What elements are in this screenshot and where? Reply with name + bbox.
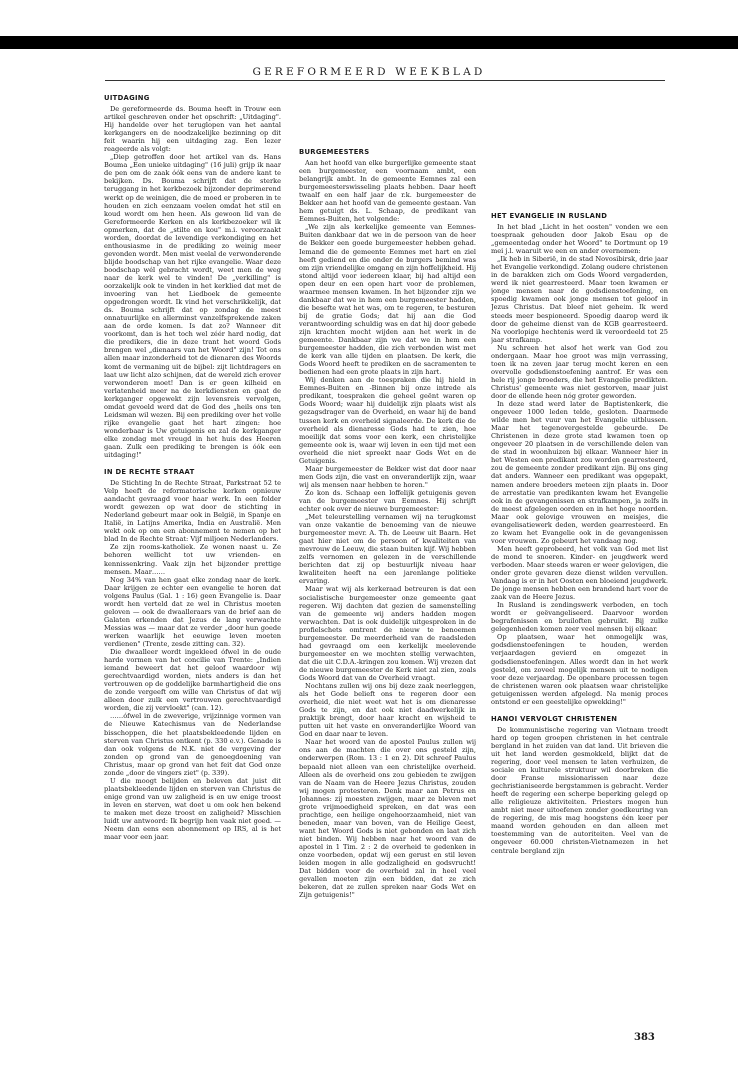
paragraph: „We zijn als kerkelijke gemeente van Eemnes-Buiten dankbaar dat we in de persoon van de heer de Bekker een goede burgemeester hebben gehad. Iemand die de gemeente Eemnes met hart en ziel heeft gediend en die onder de burgers bemind was om zijn vriendelijke omgang en zijn hoffelijkheid. Hij stond altijd voor iedereen klaar, bij had altijd een open deur en een open hart voor de problemen, waarmee mensen kwamen. In het bijzonder zijn we dankbaar dat we in hem een burgemeester hadden, die besefte wat het was, om te regeren, te besturen bij de gratie Gods; dat hij aan die God verantwoording schuldig was en dat hij door gebede zijn krachten mocht wijden aan het werk in de gemeente. Dankbaar zijn we dat we in hem een burgemeester hadden, die zich verbonden wist met de kerk van alle tijden en plaatsen. De kerk, die Gods Woord heeft te prediken en de sacramenten te bedienen had een grote plaats in zijn hart.	[299, 223, 476, 377]
paragraph: De kommunistische regering van Vietnam treedt hard op tegen groepen christenen in het centrale bergland in het zuiden van dat land. Uit brieven die uit het land werden gesmokkeld, blijkt dat de regering, door veel mensen te laten verhuizen, de sociale en kulturele struktuur wil doorbreken die door Franse missionarissen naar deze gechristianiseerde bergstammen is gebracht. Verder heeft de regering een scherpe beperking gelegd op alle religieuze aktiviteiten. Priesters mogen hun ambt niet meer uitoefenen zonder goedkeuring van de regering, de mis mag hoogstens één keer per maand worden gehouden en dan alleen met toestemming van de autoriteiten. Veel van de ongeveer 60.000 christen-Vietnamezen in het centrale bergland zijn	[491, 725, 668, 855]
heading-hanoi: HANOI VERVOLGT CHRISTENEN	[491, 714, 618, 723]
paragraph: ……ófwel in de zweverige, vrijzinnige vormen van de Nieuwe Katechismus van de Nederlandse bisschoppen, die het plaatsbekleedende lijden en sterven van Christus ontkent (p. 330 e.v.). Genade is dan ook volgens de N.K. niet de vergeving der zonden op grond van de genoegdoening van Christus, maar op grond van het feit dat God onze zonde „door de vingers ziet" (p. 339).	[104, 712, 281, 777]
paragraph: Naar het woord van de apostel Paulus zullen wij ons aan de machten die over ons gesteld zijn, onderwerpen (Rom. 13 : 1 en 2). Dit schreef Paulus bepaald niet alleen van een christelijke overheid. Alleen als de overheid ons zou gebieden te zwijgen van de Naam van de Heere Jezus Christus, zouden wij mogen protesteren. Denk maar aan Petrus en Johannes: zij moesten zwijgen, maar ze bleven met grote vrijmoedigheid spreken, en dat was een prachtige, een heilige ongehoorzaamheid, niet van beneden, maar van boven, van de Heilige Geest, want het Woord Gods is niet gebonden en laat zich niet binden. Wij hebben naar het woord van de apostel in 1 Tim. 2 : 2 de overheid te gedenken in onze voorbeden, opdat wij een gerust en stil leven leiden mogen in alle godzaligheid en godsvrucht! Dat bidden voor de overheid zal in heel veel gevallen moeten zijn een bidden, dat ze zich bekeren, dat ze zullen spreken naar Gods Wet en Zijn getuigenis!"	[299, 738, 476, 900]
paragraph: Ze zijn rooms-katholiek. Ze wonen naast u. Ze behoren wellicht tot uw vrienden- en kennissenkring. Vaak zijn het bijzonder prettige mensen. Maar……	[104, 543, 281, 576]
paragraph: Nochtans zullen wij ons bij deze zaak neerleggen, als het Gode belieft ons te regeren door een overheid, die niet weet wat het is om dienaresse Gods te zijn, en dat ook niet daadwerkelijk in praktijk brengt, door haar kracht en wijsheid te putten uit het vaste en onveranderlijke Woord van God en daar naar te leven.	[299, 682, 476, 739]
paragraph: De gereformeerde ds. Bouma heeft in Trouw een artikel geschreven onder het opschrift: „Uitdaging". Hij handelde over het teruglopen van het aantal kerkgangers en de noodzakelijke bezinning op dit feit waarin hij een uitdaging zag. Een lezer reageerde als volgt:	[104, 105, 281, 154]
paragraph: Nog 34% van hen gaat elke zondag naar de kerk. Daar krijgen ze echter een evangelie te horen dat volgens Paulus (Gal. 1 : 16) geen Evangelie is. Daar wordt hen verteld dat ze wel in Christus moeten geloven — ook de dwaalleraars van de brief aan de Galaten erkenden dat Jezus de lang verwachte Messias was — maar dat ze verder „door hun goede werken waarlijk het eeuwige leven moeten verdienen" (Trente, zesde zitting can. 32).	[104, 575, 281, 648]
heading-rusland: HET EVANGELIE IN RUSLAND	[491, 212, 608, 220]
paragraph: U die moogt belijden en beleven dat juist dit plaatsbekleedende lijden en sterven van Christus de enige grond van uw zaligheid is en uw enige troost in leven en sterven, wat doet u om ook hen bekend te maken met deze troost en zaligheid? Misschien luidt uw antwoord: Ik begrijp hen vaak niet goed. — Neem dan eens een abonnement op IRS, al is het maar voor een jaar.	[104, 776, 281, 842]
paragraph: „Met teleurstelling vernamen wij na terugkomst van onze vakantie de benoeming van de nieuwe burgemeester mevr. A. Th. de Leeuw uit Baarn. Het gaat hier niet om de persoon of kwaliteiten van mevrouw de Leeuw, die staan buiten kijf. Wij hebben zelfs vernomen en gelezen in de verschillende berichten dat zij op bestuurlijk niveau haar kwaliteiten heeft na een jarenlange politieke ervaring.	[299, 513, 476, 586]
paragraph: Wij denken aan de toespraken die hij hield in Eemnes-Buiten en -Binnen bij onze intrede als predikant, toespraken die geheel geënt waren op Gods Woord; waar hij duidelijk zijn plaats wist als gezagsdrager van de Overheid, en waar hij de band tussen kerk en overheid signaleerde. De kerk die de overheid als dienaresse Gods had te zien, hoe moeilijk dat soms voor een kerk, een christelijke gemeente ook is, waar wij leven in een tijd met een overheid die niet spreekt naar Gods Wet en de Getuigenis.	[299, 376, 476, 465]
paragraph: In het blad „Licht in het oosten" vonden we een toespraak gehouden door Jakob Esau op de „gemeentedag onder het Woord" te Dortmunt op 19 mei j.l. waaruit we een en ander overnemen:	[491, 223, 668, 256]
column-2	[299, 92, 476, 1010]
paragraph: In Rusland is zendingswerk verboden, en toch wordt er geëvangeliseerd. Daarvoor worden begrafenissen en bruiloften gebruikt. Bij zulke gelegenheden komen zeer veel mensen bij elkaar.	[491, 601, 668, 634]
paragraph: In deze stad werd later de Baptistenkerk, die ongeveer 1000 leden telde, gesloten. Daarmede wilde men het vuur van het Evangelie uitblussen. Maar het tegenovergestelde gebeurde. De Christenen in deze grote stad kwamen toen op ongeveer 20 plaatsen in de verschillende delen van de stad in woonhuizen bij elkaar. Wanneer hier in het Westen een predikant zou worden gearresteerd, zou de gemeente zonder predikant zijn. Bij ons ging dat anders. Wanneer een predikant was opgepakt, namen andere broeders meteen zijn plaats in. Door de arrestatie van predikanten kwam het Evangelie ook in de gevangenissen en strafkampen, ja zelfs in de meest afgelegen oorden en in het hoge noorden. Maar ook gelovige vrouwen en meisjes, die evangelisatiewerk deden, werden gearresteerd. En zo kwam het Evangelie ook in de gevangenissen voor vrouwen. Zo gebeurt het vandaag nog.	[491, 400, 668, 545]
paragraph: Die dwaalleer wordt ingekleed ófwel in de oude harde vormen van het concilie van Trente: „Indien iemand beweert dat het geloof waardoor wij gerechtvaardigd worden, niets anders is dan het vertrouwen op de goddelijke barmhartigheid die ons de zonde vergeeft om wille van Christus of dat wij alleen door zulk een vertrouwen gerechtvaardigd worden, die zij vervloekt" (can. 12).	[104, 648, 281, 713]
paragraph: Nu schreen het alsof het werk van God zou ondergaan. Maar hoe groot was mijn verrassing, toen ik na zeven jaar terug mocht keren en een overvolle godsdienstoefening aantrof. Er was een hele rij jonge broeders, die het Evangelie predikten. Christus' gemeente was niet gestorven, maar juist door de ellende heen nóg groter geworden.	[491, 343, 668, 400]
paragraph: „Ik heb in Siberië, in de stad Novosibirsk, drie jaar het Evangelie verkondigd. Zolang oudere christenen in de barakken zich om Gods Woord vergaderden, werd ik niet gearresteerd. Maar toen kwamen er jonge mensen naar de godsdienstoefening, en spoedig kwamen ook jonge mensen tot geloof in Jezus Christus. Dat bleef niet geheim. Ik werd steeds meer bespioneerd. Spoedig daarop werd ik door de geheime dienst van de KGB gearresteerd. Na voorlopige hechtenis werd ik veroordeeld tot 25 jaar strafkamp.	[491, 255, 668, 344]
paragraph: Aan het hoofd van elke burgerlijke gemeente staat een burgemeester, een voornaam ambt, een belangrijk ambt. In de gemeente Eemnes zal een burgemeesterswisseling plaats hebben. Daar heeft twaalf en een half jaar de r.k. burgemeester de Bekker aan het hoofd van de gemeente gestaan. Van hem getuigt ds. L. Schaap, de predikant van Eemnes-Buiten, het volgende:	[299, 159, 476, 224]
masthead: GEREFORMEERD WEEKBLAD	[252, 66, 486, 78]
masthead-rule	[105, 80, 665, 81]
heading-burgemeesters: BURGEMEESTERS	[299, 148, 370, 156]
top-black-bar	[0, 36, 738, 49]
paragraph: Maar wat wij als kerkeraad betreuren is dat een socialistische burgemeester onze gemeente gaat regeren. Wij dachten dat gezien de samenstelling van de gemeente wij anders hadden mogen verwachten. Dat is ook duidelijk uitgesproken in de profielschets omtrent de nieuw te benoemen burgemeester. De meerderheid van de raadsleden had gevraagd om een kerkelijk meelevende burgemeester en we mochten stellig verwachten, dat die uit C.D.A.-kringen zou komen. Wij vrezen dat de nieuwe burgemeester de Kerk niet zal zien, zoals Gods Woord dat van de Overheid vraagt.	[299, 585, 476, 682]
paragraph: Op plaatsen, waar het onmogelijk was, godsdienstoefeningen te houden, werden verjaardagen gevierd en omgezet in godsdienstoefeningen. Alles wordt dan in het werk gesteld, om zoveel mogelijk mensen uit te nodigen voor deze verjaardag. De openbare processen tegen de christenen waren ook plaatsen waar christelijke getuigenissen werden afgelegd. Na menig proces ontstond er een geestelijke opwekking!"	[491, 633, 668, 706]
paragraph: Zo kon ds. Schaap een loffelijk getuigenis geven van de burgemeester van Eemnes. Hij schrijft echter ook over de nieuwe burgemeester:	[299, 488, 476, 514]
paragraph: Men heeft geprobeerd, het volk van God met list de mond te snoeren. Kinder- en jeugdwerk werd verboden. Maar steeds waren er weer gelovigen, die onder grote gevaren deze dienst wilden vervullen. Vandaag is er in het Oosten een bloeiend jeugdwerk. De jonge mensen hebben een brandend hart voor de zaak van de Heere Jezus.	[491, 544, 668, 602]
heading-uitdaging: UITDAGING	[104, 94, 150, 102]
paragraph: „Diep getroffen door het artikel van ds. Hans Bouma „Een unieke uitdaging" (16 juli) grijp ik naar de pen om de zaak óók eens van de andere kant te bekijken. Ds. Bouma schrijft dat de sterke teruggang in het kerkbezoek bijzonder deprimerend werkt op de weinigen, die de moed er proberen in te houden en zich eenzaam voelen omdat het stil en koud wordt om hen heen. Als gewoon lid van de Gereformeerde Kerken en als kerkbezoeker wil ik opmerken, dat de „stilte en kou" m.i. veroorzaakt worden, doordat de levendige verkondiging en het enthousiasme in de prediking zo weinig meer gevonden wordt. Men mist veelal de verwonderende blijde boodschap van het rijke evangelie. Waar deze boodschap wél gebracht wordt, weet men de weg naar de kerk wel te vinden! De „verkilling" is oorzakelijk ook te vinden in het kerklied dat met de invoering van het Liedboek de gemeente opgedrongen wordt. Ik vind het verschrikkelijk, dat ds. Bouma schrijft dat op zondag de meest onnatuurlijke en allerminst vanzelfsprekende zaken aan de orde komen. Is dat zo? Wanneer dit voorkomt, dan is het toch wel zéér hard nodig, dat die predikers, die in deze trant het woord Gods brengen wel „dienaars van het Woord" zijn! Tot ons allen maar inzonderheid tot de dienaren des Woords komt de vermaning uit de bijbel: zijt lichtdragers en laat uw licht alzo schijnen, dat de wereld zich erover verwonderen moet! Dan is er geen kilheid en verlatenheid meer na de kerkdiensten en gaat de kerkganger opgewekt zijn levensreis vervolgen, omdat gevoeld werd dat de God des „heils ons ten Leidsman wil wezen. Bij een prediking over het volle rijke evangelie gaat het hart zingen: hoe wonderbaar is Uw getuigenis en zal de kerkganger elke zondag met vreugd in het huis des Heeren gaan. Zulk een prediking te brengen is óók een uitdaging!"	[104, 153, 281, 460]
column-3	[491, 92, 668, 1037]
paragraph: Maar burgemeester de Bekker wist dat door naar men Gods zijn, die vast en onveranderlijk zijn, waar wij als mensen naar hebben te horen."	[299, 464, 476, 489]
column-1	[104, 92, 281, 1010]
paragraph: De Stichting In de Rechte Straat, Parkstraat 52 te Velp heeft de reformatorische kerken opnieuw aandacht gevraagd voor haar werk. In een folder wordt gewezen op wat door de stichting in Nederland gebeurt maar ook in België, in Spanje en Italië, in Latijns Amerika, India en Australië. Men wekt ook op om een abonnement te nemen op het blad In de Rechte Straat: Vijf miljoen Nederlanders.	[104, 479, 281, 544]
heading-rechte-straat: IN DE RECHTE STRAAT	[104, 468, 195, 477]
page-number: 383	[634, 1032, 655, 1043]
